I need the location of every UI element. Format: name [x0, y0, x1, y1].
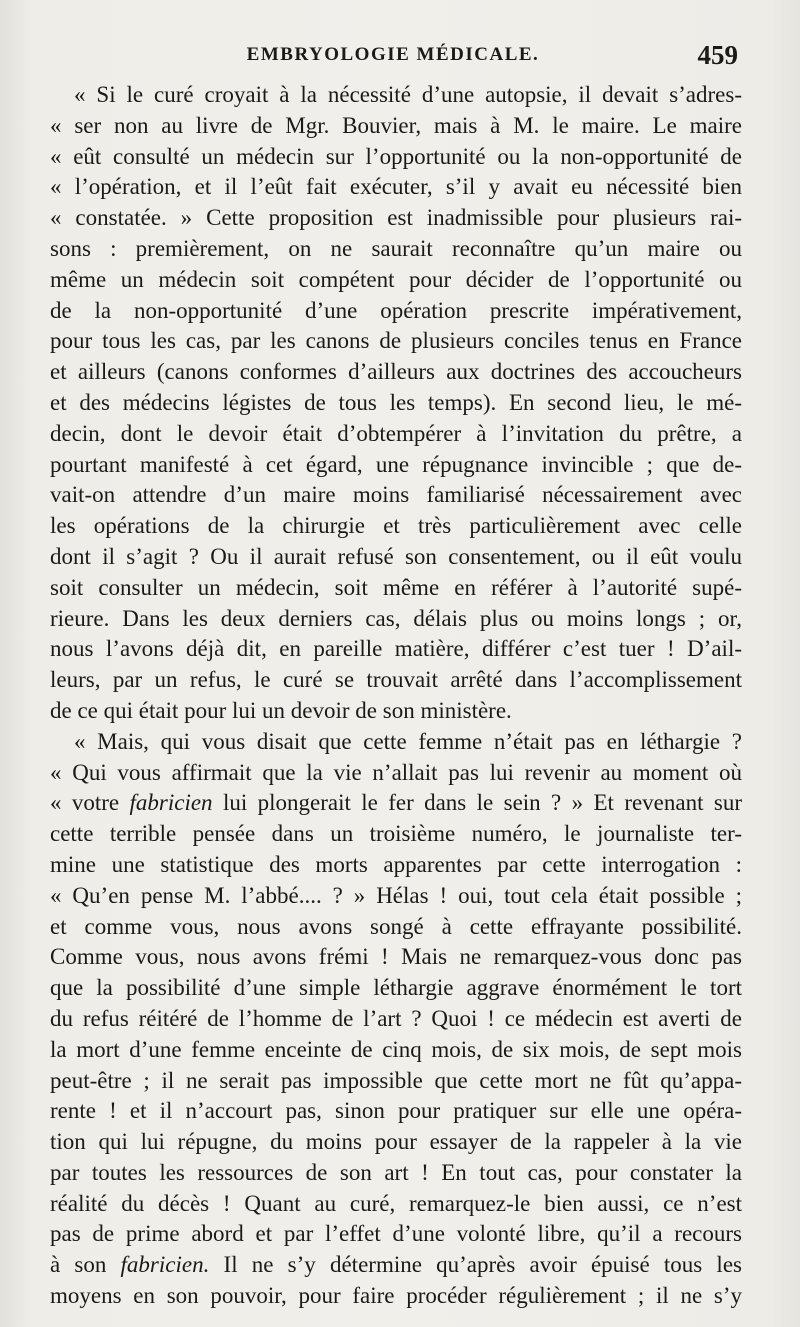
text-line: rente ! et il n’accourt pas, sinon pour pratiquer sur elle une opéra- — [50, 1098, 742, 1124]
text-line: les opérations de la chirurgie et très particulièrement avec celle — [50, 513, 742, 539]
text-line: « Si le curé croyait à la nécessité d’une autopsie, il devait s’adres- — [74, 82, 742, 107]
text-line — [50, 1250, 742, 1281]
text-line: moyens en son pouvoir, pour faire procéder régulièrement ; il ne s’y — [50, 1283, 742, 1309]
text-line: « constatée. » Cette proposition est inadmissible pour plusieurs rai- — [50, 205, 742, 231]
paragraph-1 — [50, 80, 742, 727]
text-line: « eût consulté un médecin sur l’opportunité ou la non-opportunité de — [50, 143, 742, 169]
text-line: « l’opération, et il l’eût fait exécuter, s’il y avait eu nécessité bien — [50, 174, 742, 200]
paragraph-2 — [50, 727, 742, 1312]
text-line: Comme vous, nous avons frémi ! Mais ne remarquez-vous donc pas — [50, 944, 742, 970]
text-line: pas de prime abord et par l’effet d’une volonté libre, qu’il a recours — [50, 1221, 742, 1247]
italic-word: fabricien. — [120, 1252, 210, 1278]
text-line: la mort d’une femme enceinte de cinq mois, de six mois, de sept mois — [50, 1036, 742, 1062]
text-line: que la possibilité d’une simple léthargie aggrave énormément le tort — [50, 975, 742, 1001]
text-line: et des médecins légistes de tous les temps). En second lieu, le mé- — [50, 389, 742, 415]
text-line: de ce qui était pour lui un devoir de son ministère. — [50, 697, 512, 723]
text-line: peut-être ; il ne serait pas impossible que cette mort ne fût qu’appa- — [50, 1067, 742, 1093]
body-text — [50, 80, 742, 1312]
text-line: même un médecin soit compétent pour décider de l’opportunité ou — [50, 266, 742, 292]
text-line — [50, 788, 742, 819]
text-line: « Qui vous affirmait que la vie n’allait pas lui revenir au moment où — [50, 759, 742, 785]
text-line: du refus réitéré de l’homme de l’art ? Quoi ! ce médecin est averti de — [50, 1005, 742, 1031]
text-segment: à son — [50, 1252, 121, 1278]
text-line: et ailleurs (canons conformes d’ailleurs aux doctrines des accoucheurs — [50, 359, 742, 385]
text-line: pourtant manifesté à cet égard, une répugnance invincible ; que de- — [50, 451, 742, 477]
text-line: nous l’avons déjà dit, en pareille matière, différer c’est tuer ! D’ail- — [50, 636, 742, 662]
text-line: réalité du décès ! Quant au curé, remarquez-le bien aussi, ce n’est — [50, 1190, 742, 1216]
text-line: « Mais, qui vous disait que cette femme n’était pas en léthargie ? — [74, 728, 742, 754]
text-line: vait-on attendre d’un maire moins familiarisé nécessairement avec — [50, 482, 742, 508]
text-line: par toutes les ressources de son art ! En tout cas, pour constater la — [50, 1159, 742, 1185]
text-line: soit consulter un médecin, soit même en référer à l’autorité supé- — [50, 574, 742, 600]
running-title: EMBRYOLOGIE MÉDICALE. — [246, 44, 540, 65]
text-segment: Il ne s’y détermine qu’après avoir épuisé tous les — [209, 1252, 742, 1278]
text-line: decin, dont le devoir était d’obtempérer à l’invitation du prêtre, a — [50, 420, 742, 446]
text-line: sons : premièrement, on ne saurait reconnaître qu’un maire ou — [50, 235, 742, 261]
text-line: cette terrible pensée dans un troisième numéro, le journaliste ter- — [50, 821, 742, 847]
text-segment: lui plongerait le fer dans le sein ? » Et revenant sur — [212, 790, 742, 816]
text-line: leurs, par un refus, le curé se trouvait arrêté dans l’accomplissement — [50, 667, 742, 693]
page-header — [48, 40, 738, 76]
page-number: 459 — [697, 40, 738, 70]
text-line: « Qu’en pense M. l’abbé.... ? » Hélas ! oui, tout cela était possible ; — [50, 882, 742, 908]
text-line: de la non-opportunité d’une opération prescrite impérativement, — [50, 297, 742, 323]
text-segment: « votre — [50, 790, 130, 816]
text-line: pour tous les cas, par les canons de plusieurs conciles tenus en France — [50, 328, 742, 354]
text-line: rieure. Dans les deux derniers cas, délais plus ou moins longs ; or, — [50, 605, 742, 631]
text-line: « ser non au livre de Mgr. Bouvier, mais à M. le maire. Le maire — [50, 112, 742, 138]
italic-word: fabricien — [129, 790, 213, 816]
text-line: dont il s’agit ? Ou il aurait refusé son consentement, ou il eût voulu — [50, 543, 742, 569]
text-line: tion qui lui répugne, du moins pour essayer de la rappeler à la vie — [50, 1129, 742, 1155]
text-line: et comme vous, nous avons songé à cette effrayante possibilité. — [50, 913, 742, 939]
text-line: mine une statistique des morts apparentes par cette interrogation : — [50, 851, 742, 877]
